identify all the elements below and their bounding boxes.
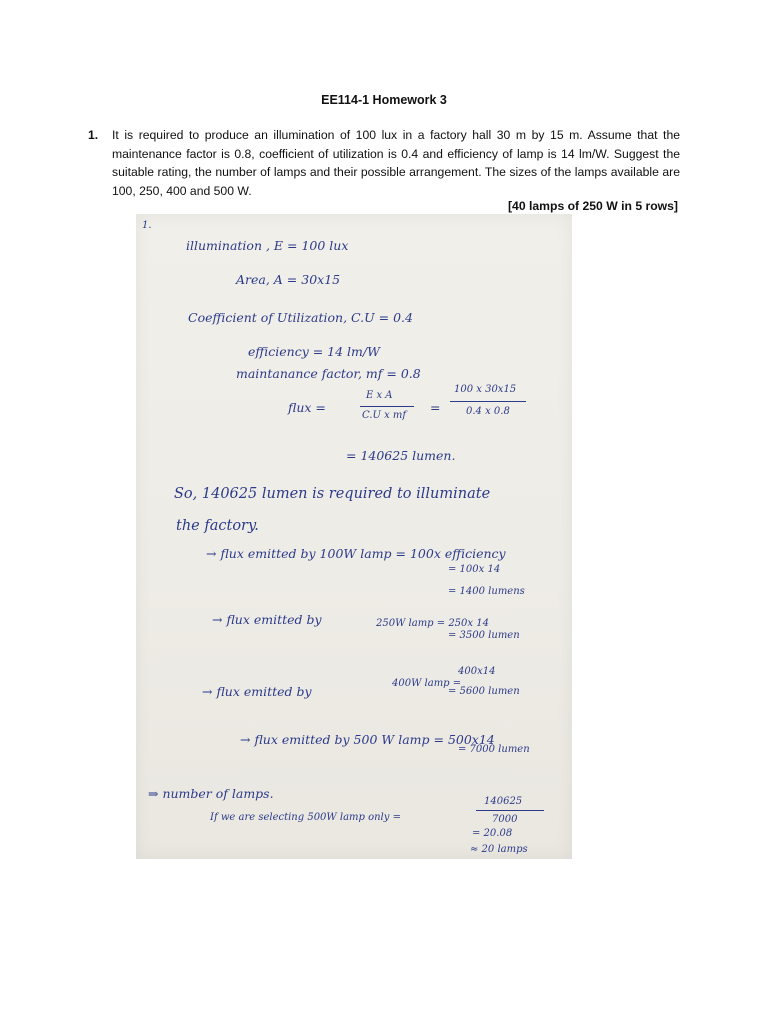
hw-fraction-bar — [450, 401, 526, 402]
hw-flux-denominator-values: 0.4 x 0.8 — [466, 406, 510, 417]
hw-area: Area, A = 30x15 — [236, 272, 341, 287]
hw-250w-flux: → flux emitted by — [212, 612, 322, 627]
hw-flux-result: = 140625 lumen. — [346, 448, 456, 463]
hw-selecting-500w: If we are selecting 500W lamp only = — [210, 812, 401, 823]
hw-100w-calc: = 100x 14 — [448, 564, 501, 575]
hw-fraction-numerator: 140625 — [484, 796, 523, 807]
hw-quotient: = 20.08 — [472, 828, 513, 839]
hw-flux-equals: = — [430, 400, 441, 415]
hw-efficiency: efficiency = 14 lm/W — [248, 344, 380, 359]
hw-coefficient-utilization: Coefficient of Utilization, C.U = 0.4 — [188, 310, 413, 325]
hw-fraction-bar — [360, 406, 414, 407]
question-1 — [88, 126, 680, 200]
hw-maintenance-factor: maintanance factor, mf = 0.8 — [236, 366, 421, 381]
hw-100w-result: = 1400 lumens — [448, 586, 525, 597]
hw-500w-result: = 7000 lumen — [458, 744, 530, 755]
question-number: 1. — [88, 128, 99, 142]
answer-key: [40 lamps of 250 W in 5 rows] — [508, 199, 678, 213]
hw-fraction-denominator: 7000 — [492, 814, 518, 825]
hw-fraction-bar — [476, 810, 544, 811]
document-title: EE114-1 Homework 3 — [321, 93, 447, 107]
hw-flux-denominator: C.U x mf — [362, 410, 407, 421]
hw-400w-calc: 400x14 — [458, 666, 496, 677]
hw-400w-result: = 5600 lumen — [448, 686, 520, 697]
hw-flux-numerator: E x A — [366, 390, 393, 401]
hw-so-line-2: the factory. — [176, 518, 259, 534]
hw-500w-flux: → flux emitted by 500 W lamp = 500x14 — [240, 732, 495, 747]
hw-number-of-lamps: ⇒ number of lamps. — [148, 786, 274, 801]
hw-250w-result: = 3500 lumen — [448, 630, 520, 641]
handwritten-solution-photo — [136, 214, 572, 859]
hw-400w-label: 400W lamp = — [392, 678, 462, 689]
question-text: It is required to produce an illumination of 100 lux in a factory hall 30 m by 15 m. Assume that the maintenance factor is 0.8, coefficient of utilization is 0.4 and efficiency of lamp is 14 lm/W. Suggest the suitable rating, the number of lamps and their possible arrangement. The sizes of the lamps available are 100, 250, 400 and 500 W. — [112, 128, 680, 198]
hw-illumination: illumination , E = 100 lux — [186, 238, 349, 253]
hw-corner-mark: 1. — [142, 220, 152, 231]
hw-flux-numerator-values: 100 x 30x15 — [454, 384, 517, 395]
hw-flux-label: flux = — [288, 400, 326, 415]
hw-250w-calc: 250W lamp = 250x 14 — [376, 618, 489, 629]
hw-lamp-count: ≈ 20 lamps — [470, 844, 528, 855]
hw-400w-flux: → flux emitted by — [202, 684, 312, 699]
hw-so-line-1: So, 140625 lumen is required to illuminate — [174, 486, 491, 502]
hw-100w-flux: → flux emitted by 100W lamp = 100x efficiency — [206, 546, 506, 561]
